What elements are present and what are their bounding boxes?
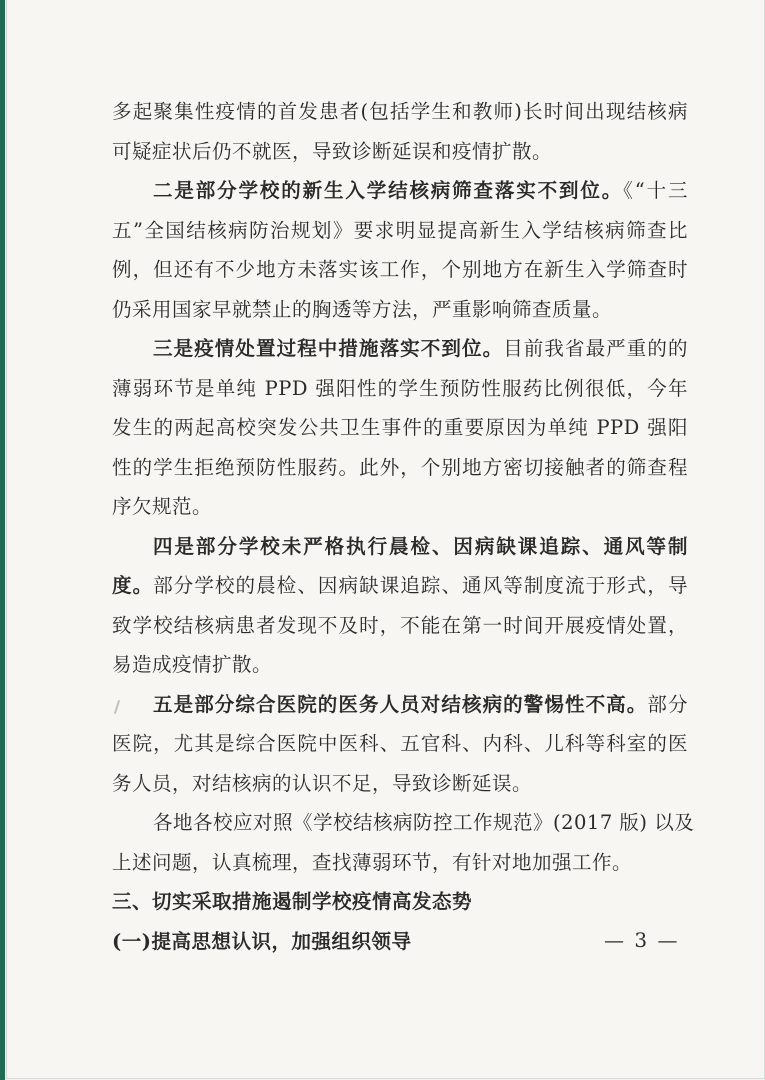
text-line [112,566,688,606]
bold-lead: 二是部分学校的新生入学结核病筛查落实不到位。 [153,179,624,202]
line-text: 序欠规范。 [112,495,213,518]
text-line [112,329,688,369]
text-line [112,250,688,290]
line-text: 部分 [647,692,688,716]
subsection-heading [112,922,688,962]
text-line [112,171,688,211]
bold-lead: 三是疫情处置过程中措施落实不到位。 [153,337,504,360]
bold-lead: 五是部分综合医院的医务人员对结核病的警惕性不高。 [153,692,648,716]
bold-lead: 度。 [112,574,154,597]
text-line [112,369,688,409]
text-line [112,211,688,251]
page-number: — 3 — [604,928,680,952]
line-text: 多起聚集性疫情的首发患者(包括学生和教师)长时间出现结核病 [112,100,688,123]
text-line [112,724,688,764]
text-line [112,764,688,804]
line-text: 仍采用国家早就禁止的胸透等方法，严重影响筛查质量。 [112,297,613,321]
scan-edge [0,0,5,1080]
line-text: 三、切实采取措施遏制学校疫情高发态势 [112,890,473,913]
line-text: 易造成疫情扩散。 [112,653,273,676]
text-line [112,487,688,527]
line-text: 目前我省最严重的的 [503,337,688,360]
line-text: 各地各校应对照《学校结核病防控工作规范》(2017 版) 以及 [153,811,695,834]
text-line [112,803,695,843]
text-line [112,132,688,172]
text-line [112,448,688,488]
line-text: 可疑症状后仍不就医，导致诊断延误和疫情扩散。 [112,139,553,163]
text-line [112,527,688,567]
line-text: 《“十三 [623,179,688,202]
line-text: 性的学生拒绝预防性服药。此外，个别地方密切接触者的筛查程 [112,455,688,479]
line-text: 例，但还有不少地方未落实该工作，个别地方在新生入学筛查时 [112,258,688,281]
line-text: 五”全国结核病防治规划》要求明显提高新生入学结核病筛查比 [112,218,688,242]
text-line [112,843,688,883]
line-text: 上述问题，认真梳理，查找薄弱环节，有针对地加强工作。 [112,850,633,874]
line-text: (一)提高思想认识，加强组织领导 [112,929,412,953]
line-text: 医院，尤其是综合医院中医科、五官科、内科、儿科等科室的医 [112,732,688,755]
line-text: 部分学校的晨检、因病缺课追踪、通风等制度流于形式，导 [153,574,688,597]
text-line [112,92,688,132]
line-text: 薄弱环节是单纯 PPD 强阳性的学生预防性服药比例很低，今年 [112,376,688,400]
line-text: 务人员，对结核病的认识不足，导致诊断延误。 [112,771,533,795]
text-line [112,408,688,448]
line-text: 发生的两起高校突发公共卫生事件的重要原因为单纯 PPD 强阳 [112,416,688,439]
document-body [112,92,695,961]
text-line [112,645,688,685]
text-line [112,290,688,330]
section-heading [112,882,688,922]
text-line [112,685,688,725]
bold-lead: 四是部分学校未严格执行晨检、因病缺课追踪、通风等制 [153,534,688,558]
line-text: 致学校结核病患者发现不及时，不能在第一时间开展疫情处置， [112,613,688,637]
text-line [112,606,688,646]
